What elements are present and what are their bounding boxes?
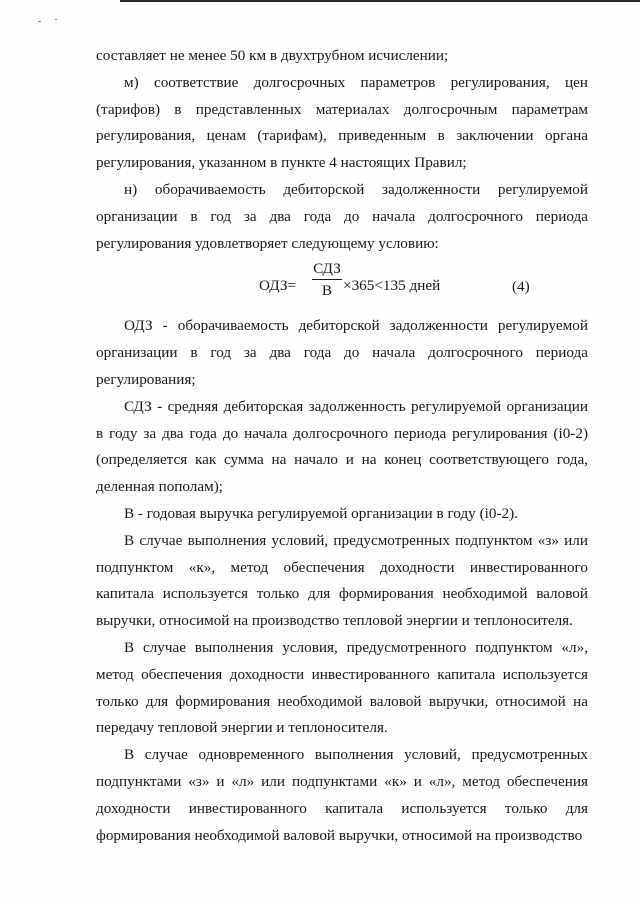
scan-top-edge (120, 0, 640, 2)
formula-number: (4) (512, 278, 530, 296)
formula-denominator: В (321, 282, 333, 300)
fraction-bar (312, 279, 342, 280)
paragraph-v-definition: В - годовая выручка регулируемой организации в году (i0-2). (124, 504, 518, 522)
formula-4 (96, 257, 588, 313)
paragraph-item-m: м) соответствие долгосрочных параметров регулирования, цен (тарифов) в представленных материалах долгосрочным параметрам регулирования, ценам (тарифам), приведенным в заключении органа регулирования, указанном в пункте 4 настоящих Правил; (96, 73, 588, 172)
paragraph-condition-z-k: В случае выполнения условий, предусмотренных подпунктом «з» или подпунктом «к», метод обеспечения доходности инвестированного капитала используется только для формирования необходимой валовой выручки, относимой на производство тепловой энергии и теплоносителя. (96, 531, 588, 630)
formula-fraction (312, 260, 342, 300)
paragraph-continuation: составляет не менее 50 км в двухтрубном исчислении; (96, 47, 449, 64)
document-body (96, 43, 588, 849)
paragraph-item-n: н) оборачиваемость дебиторской задолженности регулируемой организации в год за два года до начала долгосрочного периода регулирования удовлетворяет следующему условию: (96, 180, 588, 252)
paragraph-odz-definition: ОДЗ - оборачиваемость дебиторской задолженности регулируемой организации в год за два года до начала долгосрочного периода регулирования; (96, 317, 588, 388)
formula-rhs: ×365<135 дней (343, 277, 441, 295)
scan-speck (55, 19, 57, 20)
paragraph-sdz-definition: СДЗ - средняя дебиторская задолженность регулируемой организации в году за два года до начала долгосрочного периода регулирования (i0-2) (определяется как сумма на начало и на конец соответствующего года, деленная пополам); (96, 397, 588, 496)
scan-speck (38, 21, 41, 22)
paragraph-condition-l: В случае выполнения условия, предусмотренного подпунктом «л», метод обеспечения доходности инвестированного капитала используется только для формирования необходимой валовой выручки, относимой на передачу тепловой энергии и теплоносителя. (96, 638, 588, 737)
paragraph-condition-combined: В случае одновременного выполнения условий, предусмотренных подпунктами «з» и «л» или подпунктами «к» и «л», метод обеспечения доходности инвестированного капитала используется только для формирования необходимой валовой выручки, относимой на производство (96, 746, 588, 844)
formula-numerator: СДЗ (313, 260, 341, 278)
formula-lhs: ОДЗ= (259, 277, 297, 295)
